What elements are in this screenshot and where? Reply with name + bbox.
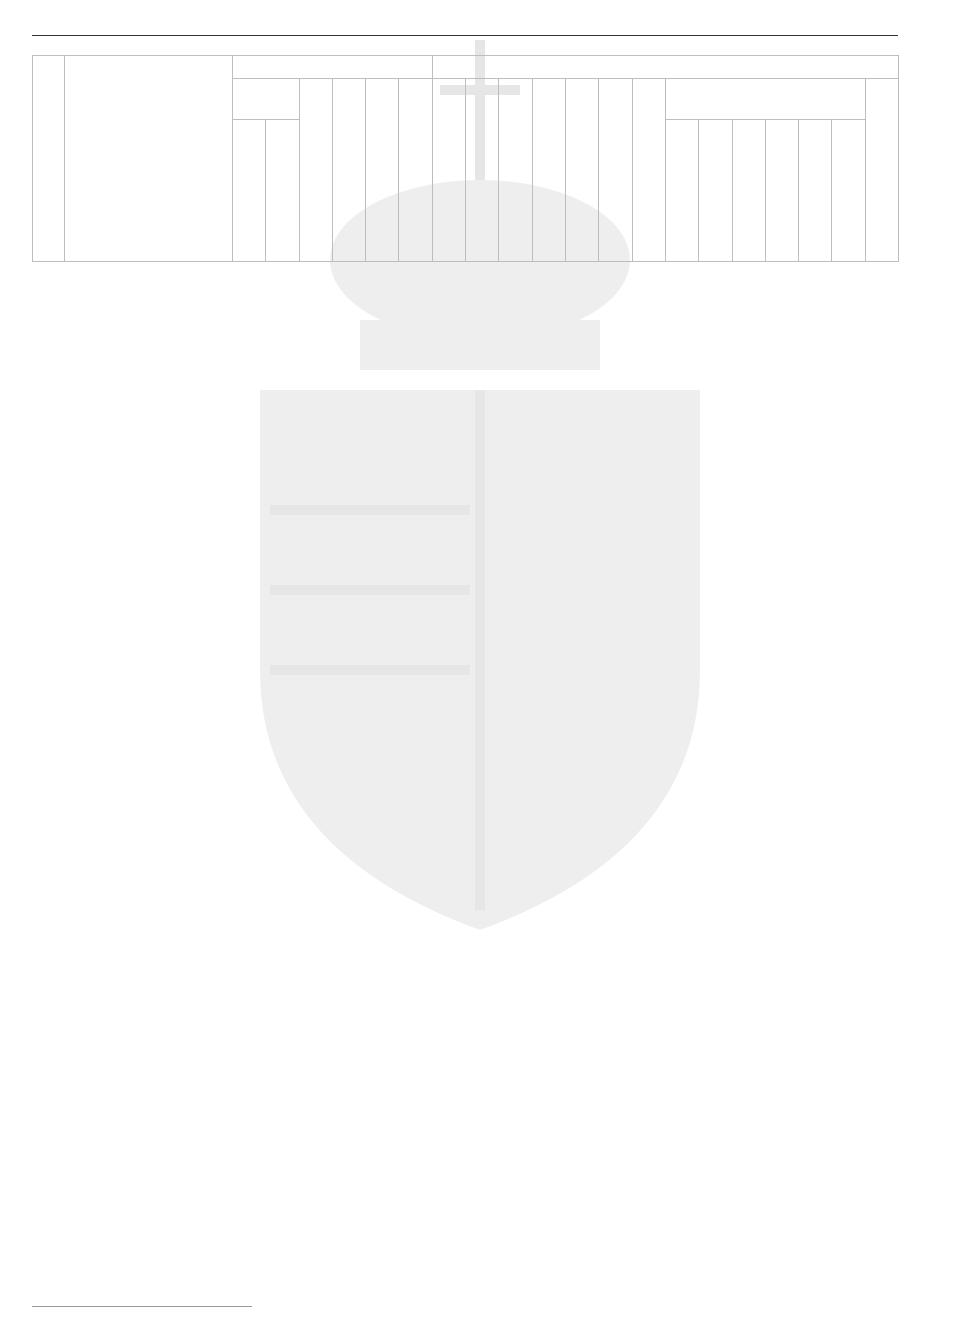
category-header xyxy=(33,56,65,262)
rmmb-subgroup-header xyxy=(665,79,865,120)
column-header xyxy=(665,120,698,262)
pump-subgroup-header xyxy=(233,79,300,120)
column-header xyxy=(399,79,432,262)
column-header xyxy=(632,79,665,262)
column-header xyxy=(832,120,865,262)
column-header xyxy=(799,120,832,262)
column-header xyxy=(732,120,765,262)
column-header xyxy=(765,120,798,262)
column-header xyxy=(466,79,499,262)
column-header xyxy=(233,120,266,262)
column-header xyxy=(599,79,632,262)
column-header xyxy=(566,79,599,262)
header-row-groups xyxy=(33,56,899,79)
column-header xyxy=(499,79,532,262)
fire-dept-header xyxy=(65,56,233,262)
column-header xyxy=(366,79,399,262)
column-header xyxy=(532,79,565,262)
column-header xyxy=(699,120,732,262)
footer-rule xyxy=(32,1306,252,1307)
column-header xyxy=(332,79,365,262)
column-header xyxy=(266,120,299,262)
basic-funding-header xyxy=(233,56,433,79)
vehicle-table xyxy=(32,55,899,262)
column-header xyxy=(865,79,898,262)
column-header xyxy=(299,79,332,262)
special-funding-header xyxy=(432,56,898,79)
column-header xyxy=(432,79,465,262)
